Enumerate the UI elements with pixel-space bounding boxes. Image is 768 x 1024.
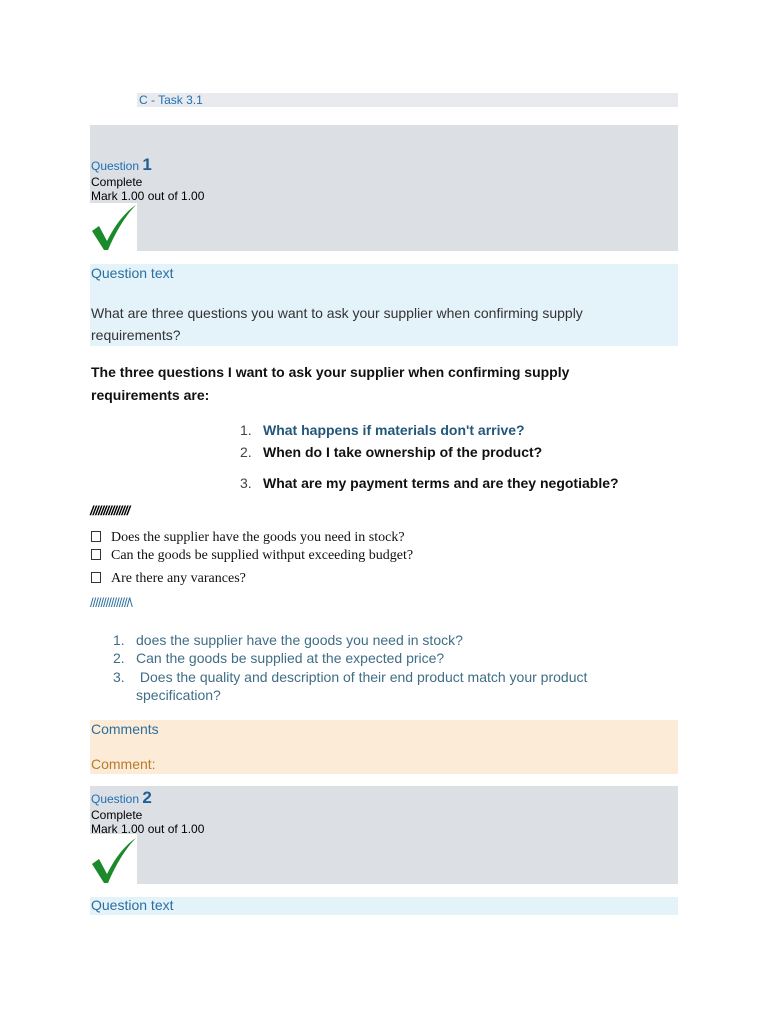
answer-list-item: 2. When do I take ownership of the product?	[240, 444, 543, 460]
bullet-box-icon	[91, 531, 101, 542]
separator: ///////////////\	[90, 595, 132, 610]
bullet-item: Does the supplier have the goods you need in stock?	[91, 530, 405, 546]
list-item: 1. does the supplier have the goods you need in stock?	[113, 632, 463, 648]
question-2-info	[90, 786, 678, 884]
answer-intro: The three questions I want to ask your supplier when confirming supply requirements are:	[91, 364, 570, 403]
question-2-mark: Mark 1.00 out of 1.00	[91, 822, 205, 836]
question-2-text-box	[90, 897, 678, 915]
question-1-text: What are three questions you want to ask your supplier when confirming supply requirements?	[91, 305, 583, 343]
comments-box	[90, 720, 678, 774]
question-1-mark: Mark 1.00 out of 1.00	[91, 189, 205, 203]
bullet-item: Are there any varances?	[91, 571, 246, 587]
bullet-box-icon	[91, 549, 101, 560]
bullet-item: Can the goods be supplied withput exceeding budget?	[91, 548, 413, 564]
answer-list-item: 1. What happens if materials don't arrive?	[240, 422, 525, 438]
comments-heading: Comments	[91, 721, 159, 737]
task-title-bar	[137, 93, 678, 107]
bullet-box-icon	[91, 572, 101, 583]
answer-list-item: 3. What are my payment terms and are they negotiable?	[240, 475, 619, 491]
separator: ///////////////	[90, 503, 130, 518]
question-1-text-box	[90, 264, 678, 346]
question-1-label: Question 1	[91, 155, 152, 174]
question-text-label: Question text	[91, 897, 174, 913]
question-2-number: 2	[142, 788, 152, 807]
question-2-label: Question 2	[91, 788, 152, 807]
question-1-state: Complete	[91, 175, 143, 189]
list-item: 3. Does the quality and description of their end product match your product specification?	[113, 669, 592, 703]
question-1-info	[90, 125, 678, 251]
question-1-number: 1	[142, 155, 152, 174]
comment-label: Comment:	[91, 756, 156, 772]
question-2-state: Complete	[91, 808, 143, 822]
check-icon	[90, 838, 138, 884]
task-title[interactable]: C - Task 3.1	[139, 93, 203, 107]
check-icon	[90, 205, 138, 251]
list-item: 2. Can the goods be supplied at the expected price?	[113, 650, 445, 666]
question-text-label: Question text	[91, 265, 174, 281]
